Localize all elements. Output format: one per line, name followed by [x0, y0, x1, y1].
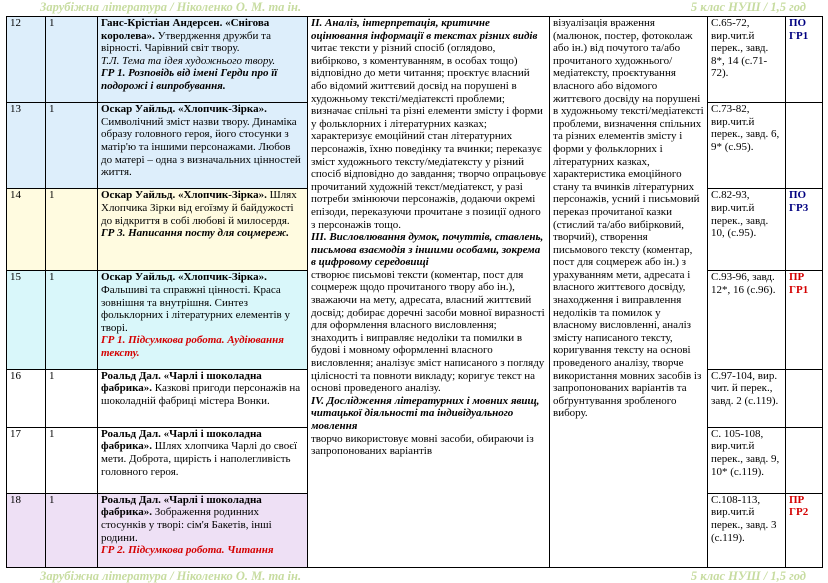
activities-text: візуалізація враження (малюнок, постер, фотоколаж або ін.) від почутого та/або прочитаного художнього/медіатексту, проєктування власного або відомого життєвого досвіду на порушені в художньому тексті/медіатексті проблеми, визначення спільних та різних елементів змісту і форми у фольклорних і літературних казках, характеристика емоційного стану та вчинків літературних персонажів, усний і письмовий переказ прочитаної казки (стислий та/або вибірковий, творчий), створення письмового тексту (коментар, пост для соцмереж або ін.) з урахуванням мети, адресата і власного життєвого досвіду, знаходження і виправлення недоліків та помилок у власному висловленні, аналіз змісту написаного тексту, коригування тексту на основі проведеного аналізу, творче використання мовних засобів із запропонованих варіантів та обґрунтування зробленого вибору.	[553, 17, 704, 420]
final-work-task: ГР 1. Підсумкова робота. Аудіювання тексту.	[101, 334, 284, 360]
topic-description: Символічний зміст назви твору. Динаміка образу головного героя, його стосунки з матір'ю та іншими персонажами. Любов до матері – одна з визначальних цінностей життя.	[101, 115, 301, 179]
lesson-topic	[98, 189, 308, 271]
expected-results	[308, 17, 550, 568]
assessment-form: ПР ГР1	[786, 271, 823, 369]
work-title: Роальд Дал. «Чарлі і шоколадна фабрика».	[101, 427, 262, 453]
row-hours: 1	[46, 369, 98, 427]
lesson-topic	[98, 369, 308, 427]
topic-description: Казкові пригоди персонажів на шоколадній фабриці містера Вонки.	[101, 382, 301, 407]
work-title: Роальд Дал. «Чарлі і шоколадна фабрика».	[101, 369, 262, 395]
row-number: 15	[7, 271, 46, 369]
theory-note: Т.Л. Тема та ідея художнього твору.	[101, 54, 276, 67]
topic-description: Зображення родинних стосунків у творі: сім'я Бакетів, інші родини.	[101, 506, 272, 544]
lesson-topic	[98, 17, 308, 103]
homework-pages: С.97-104, вир. чит. й перек., завд. 2 (с.119).	[708, 369, 786, 427]
page-header	[0, 0, 828, 14]
work-title: Оскар Уайльд. «Хлопчик-Зірка».	[101, 189, 267, 202]
header-right: 5 клас НУШ / 1,5 год	[690, 0, 806, 14]
row-number: 16	[7, 369, 46, 427]
lesson-topic	[98, 493, 308, 567]
work-title: Ганс-Крістіан Андерсен. «Снігова королева».	[101, 17, 270, 42]
row-number: 18	[7, 493, 46, 567]
lesson-topic	[98, 103, 308, 189]
section-2-text: читає тексти у різний спосіб (оглядово, вибірково, з коментуванням, в особах тощо) відповідно до мети читання; проєктує власний або відомий життєвий досвід на порушені в художньому тексті/медіатексті проблеми; визначає спільні та різні елементи змісту і форми у фольклорних і літературних казках; характеризує емоційний стан літературних персонажів, їхню поведінку та вчинки; переказує зміст художнього тексту/медіатексту у різний спосіб відповідно до завдання; творчо опрацьовує прочитаний художній текст/медіатекст, у разі потреби змінюючи персонажів, додаючи окремі епізоди, переказуючи прочитане з позиції одного з персонажів тощо.	[311, 42, 546, 231]
work-title: Роальд Дал. «Чарлі і шоколадна фабрика».	[101, 493, 262, 519]
row-hours: 1	[46, 427, 98, 493]
work-title: Оскар Уайльд. «Хлопчик-Зірка».	[101, 103, 267, 116]
footer-left: Зарубіжна література / Ніколенко О. М. та ін.	[40, 569, 302, 583]
row-hours: 1	[46, 271, 98, 369]
assessment-form	[786, 103, 823, 189]
section-4-heading: IV. Дослідження літературних і мовних явищ, читацької діяльності та індивідуального мовлення	[311, 394, 540, 432]
assessment-form: ПО ГР3	[786, 189, 823, 271]
section-2-heading: ІІ. Аналіз, інтерпретація, критичне оцінювання інформації в текстах різних видів	[311, 17, 538, 42]
work-title: Оскар Уайльд. «Хлопчик-Зірка».	[101, 271, 267, 284]
row-number: 17	[7, 427, 46, 493]
lesson-topic	[98, 271, 308, 369]
row-hours: 1	[46, 493, 98, 567]
header-left: Зарубіжна література / Ніколенко О. М. та ін.	[40, 0, 302, 14]
row-hours: 1	[46, 103, 98, 189]
row-number: 13	[7, 103, 46, 189]
row-hours: 1	[46, 189, 98, 271]
topic-description: Шлях Хлопчика Зірки від егоїзму й байдужості до відкриття в собі любові й милосердя.	[101, 189, 297, 227]
assessment-form: ПО ГР1	[786, 17, 823, 103]
writing-task: ГР 3. Написання посту для соцмереж.	[101, 227, 290, 240]
lesson-topic	[98, 427, 308, 493]
final-work-task: ГР 2. Підсумкова робота. Читання	[101, 544, 274, 557]
row-number: 14	[7, 189, 46, 271]
learning-activities	[550, 17, 708, 568]
section-3-text: створює письмові тексти (коментар, пост для соцмереж щодо прочитаного твору або ін.), зважаючи на мету, адресата, власний життєвий досвід; добирає доречні засоби мовної виразності для оформлення власного висловлення; знаходить і виправляє недоліки та помилки в будові і мовному оформленні власного висловлення; аналізує зміст написаного з погляду цілісності та повноти викладу; коригує текст на основі проведеного аналізу.	[311, 268, 545, 395]
assessment-form	[786, 427, 823, 493]
topic-description: Фальшиві та справжні цінності. Краса зовнішня та внутрішня. Синтез фольклорних і літературних елементів у творі.	[101, 284, 290, 334]
homework-pages: С.73-82, вир.чит.й перек., завд. 6, 9* (с.95).	[708, 103, 786, 189]
assessment-form: ПР ГР2	[786, 493, 823, 567]
assessment-form	[786, 369, 823, 427]
homework-pages: С.65-72, вир.чит.й перек., завд. 8*, 14 (с.71-72).	[708, 17, 786, 103]
homework-pages: С.93-96, завд. 12*, 16 (с.96).	[708, 271, 786, 369]
homework-pages: С. 105-108, вир.чит.й перек., завд. 9, 10* (с.119).	[708, 427, 786, 493]
section-3-heading: ІІІ. Висловлювання думок, почуттів, ставлень, письмова взаємодія з іншими особами, зокрема в цифровому середовищі	[311, 231, 544, 269]
writing-task: ГР 1. Розповідь від імені Герди про її подорожі і випробування.	[101, 67, 278, 92]
homework-pages: С.108-113, вир.чит.й перек., завд. 3 (с.119).	[708, 493, 786, 567]
row-hours: 1	[46, 17, 98, 103]
homework-pages: С.82-93, вир.чит.й перек., завд. 10, (с.95).	[708, 189, 786, 271]
topic-description: Утвердження дружби та вірності. Чарівний світ твору.	[101, 29, 271, 55]
section-4-text: творчо використовує мовні засоби, обираючи із запропонованих варіантів	[311, 432, 534, 458]
row-number: 12	[7, 17, 46, 103]
lesson-plan-table	[6, 16, 823, 568]
topic-description: Шлях хлопчика Чарлі до своєї мети. Доброта, щирість і наполегливість головного героя.	[101, 440, 298, 478]
table-row	[7, 17, 823, 103]
page-footer	[0, 569, 828, 583]
footer-right: 5 клас НУШ / 1,5 год	[690, 569, 806, 583]
